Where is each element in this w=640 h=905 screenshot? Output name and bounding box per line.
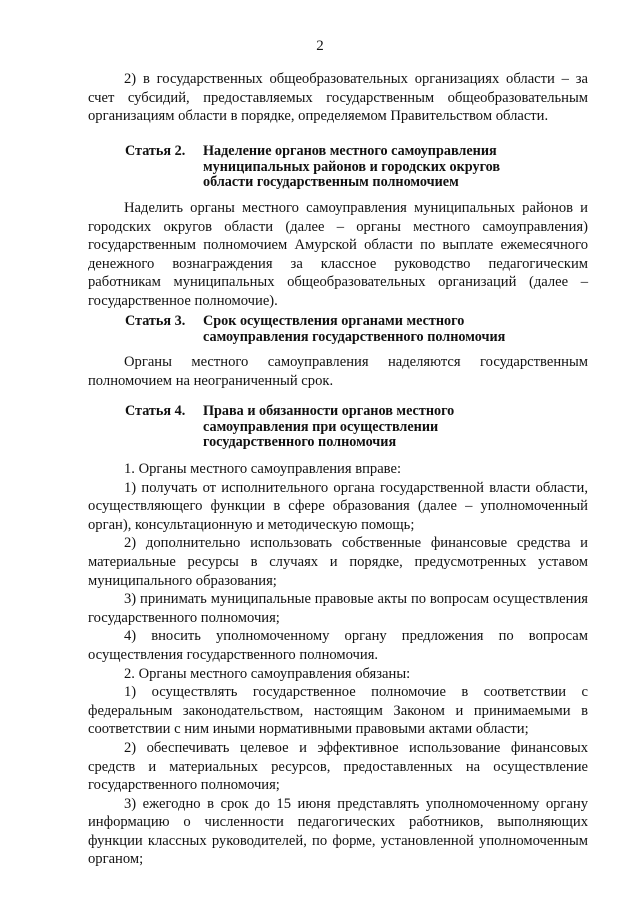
article-2-title-line: муниципальных районов и городских округов (203, 158, 501, 175)
article-2-body (88, 199, 588, 311)
article-4-paragraph: 2) обеспечивать целевое и эффективное использование финансовых средств и материальных ресурсов, предоставленных на осуществление государственного полномочия; (88, 739, 588, 794)
article-2-paragraph: Наделить органы местного самоуправления муниципальных районов и городских округов области (далее – органы местного самоуправления) государственным полномочием Амурской области по выплате ежемесячного денежного вознаграждения за классное руководство педагогическим работникам муниципальных общеобразовательных организаций (далее – государственное полномочие). (88, 200, 588, 309)
article-4-title-line: государственного полномочия (203, 434, 397, 450)
article-4-paragraph: 1) получать от исполнительного органа государственной власти области, осуществляющего функции в сфере образования (далее – уполномоченный орган), консультационную и методическую помощь; (88, 479, 588, 533)
article-4-number: Статья 4. (125, 403, 186, 419)
intro-block (88, 70, 588, 126)
article-3-heading (125, 314, 595, 345)
article-2-title-line: Наделение органов местного самоуправления (203, 143, 497, 159)
article-4-body (88, 460, 588, 869)
article-2-title (203, 144, 595, 191)
article-4-heading (125, 404, 595, 451)
article-4-paragraph: 3) ежегодно в срок до 15 июня представлять уполномоченному органу информацию о численности педагогических работников, выполняющих функции классных руководителей, по форме, установленной уполномоченным органом; (88, 795, 588, 868)
article-4-paragraph: 3) принимать муниципальные правовые акты по вопросам осуществления государственного полномочия; (88, 591, 588, 626)
article-4-paragraph: 4) вносить уполномоченному органу предложения по вопросам осуществления государственного полномочия. (88, 628, 588, 663)
article-3-number: Статья 3. (125, 313, 186, 329)
intro-item-2: 2) в государственных общеобразовательных организациях области – за счет субсидий, предоставляемых государственным общеобразовательным организациям области в порядке, определяемом Правительством области. (88, 71, 588, 125)
article-3-title-line: Срок осуществления органами местного (203, 313, 465, 329)
article-2-heading (125, 144, 595, 191)
article-4-title-line: самоуправления при осуществлении (203, 418, 439, 435)
article-4-paragraph: 1. Органы местного самоуправления вправе: (124, 461, 402, 477)
page-number: 2 (316, 38, 324, 54)
article-3-body (88, 353, 588, 390)
article-4-title-line: Права и обязанности органов местного (203, 403, 455, 419)
article-4-paragraph: 1) осуществлять государственное полномочие в соответствии с федеральным законодательством, настоящим Законом и принимаемыми в соответствии с ним иными нормативными правовыми актами области; (88, 684, 588, 738)
article-3-title (203, 314, 595, 345)
article-2-title-line: области государственным полномочием (203, 174, 459, 190)
article-3-title-line: самоуправления государственного полномочия (203, 328, 506, 345)
article-4-paragraph: 2) дополнительно использовать собственные финансовые средства и материальные ресурсы в случаях и порядке, предусмотренных уставом муниципального образования; (88, 535, 588, 589)
article-3-paragraph: Органы местного самоуправления наделяются государственным полномочием на неограниченный срок. (88, 354, 588, 389)
article-4-title (203, 404, 595, 451)
article-4-paragraph: 2. Органы местного самоуправления обязаны: (124, 665, 411, 682)
article-2-number: Статья 2. (125, 143, 186, 159)
